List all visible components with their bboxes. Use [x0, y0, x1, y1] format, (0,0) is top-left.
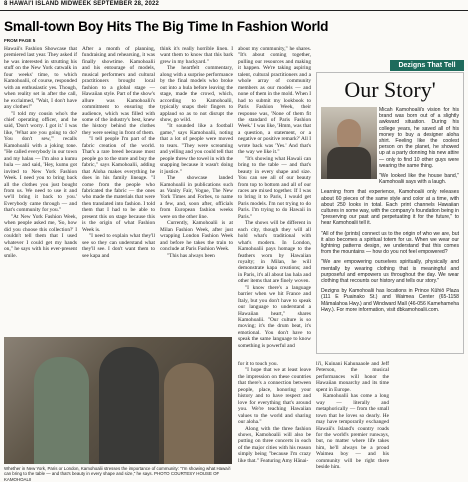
portrait-face — [337, 119, 361, 149]
photo-figure — [34, 357, 89, 464]
paragraph: for it to touch you. — [238, 361, 278, 367]
paragraph: about my community," he shares. "It's about coming together, pulling our resources and making it happen. We're taking aspiring talent, cultural practitioners and a whole array of community members as our models — and none of them in the mold. When I had to submit my lookbook to Paris Fashion Week, their response was, 'None of them fit the standard of Paris Fashion Week.' I was like, 'Hmm, was that a question, a statement, or a negative or positive remark?' All I wrote back was 'Yes.' And that's the way we like it." — [238, 46, 311, 156]
paragraph: Kamohoalii has come a long way — literally and metaphorically — from the small town that he loves so dearly. He may have temporarily exchanged Hawaii's Island's country roads for the world's premier runways, but, no matter where life takes him, he'll always be a proud Waimea boy — and his community will be right there beside him. — [316, 393, 389, 471]
photo-caption: Whether in New York, Paris or London, Kamohoalii stresses the importance of community: "I'm showing what Hawai'i can bring to the table — and that's beauty in every shape and size," he says. PHOTO COURTESY HOUSE OF KAMOHOALII — [4, 466, 231, 482]
article-bottom-column-2 — [316, 361, 389, 471]
header-rule — [0, 10, 468, 11]
sidebar-box — [316, 46, 464, 354]
sidebar-paragraph: "We looked like the house band," Kamohoalii says with a laugh. — [379, 173, 459, 186]
page-folio: 8 HAWAI'I ISLAND MIDWEEK SEPTEMBER 28, 2022 — [4, 1, 160, 7]
paragraph: "I told my cousin who's the chief operating officer, and he said, 'Don't worry. I got it.' I was like, 'What are you going to do? You don't sew,'" recalls Kamohoalii with a joking tone. "He called everybody in our town and my halau — I'm also a kumu hula — and said, 'Hey, kumu got invited to New York Fashion Week. I need you to bring back all the clothes you just bought from us. We need to use it and we'll bring it back to you.' Everybody came through — and that's community for you." — [4, 110, 77, 214]
paragraph: "It's showing what Hawaii can bring to the table — and that's beauty in every shape and size. You can see all of our beauty from top to bottom and all of our races are mixed together. If I was to bring it to Paris, I would get Paris models. I'm not trying to do Paris. I'm trying to do Hawaii in Paris." — [238, 155, 311, 220]
paragraph: "This has always been — [167, 252, 215, 259]
paragraph: "I know there's a language barrier when we hit France and Italy, but you don't have to speak our language to understand a Hawaiian heart," shares Kamohoalii. "Our culture is so moving; it's the drum beat, it's emotional. You don't have to speak the same language to know something is powerful and — [238, 284, 311, 349]
portrait-image — [321, 107, 377, 179]
paragraph: "At New York Fashion Week, when people asked me, 'So, how did you choose this collection?' I couldn't tell them that I used whatever I could get my hands on," he says with his ever-present smile. — [4, 213, 77, 259]
sidebar-title: Our Story' — [344, 77, 436, 102]
article-column-3 — [160, 46, 233, 259]
sidebar-paragraph: "We are empowering ourselves spiritually, physically and mentally by wearing clothing that is meaningful and purposeful and empowers us throughout the day. We wear clothing that recounts our history and tells our story." — [321, 259, 459, 285]
sidebar-text — [321, 107, 459, 317]
paragraph: Along with the three fashion shows, Kamohoalii will also be putting on three concerts in each of the major cities with his reason simply being "because I'm crazy like that." Featuring Amy Hānai- — [238, 425, 311, 464]
headline: Small-town Boy Hits The Big Time In Fashion World — [4, 19, 329, 34]
sidebar-body — [316, 72, 464, 354]
article-column-1 — [4, 46, 77, 259]
portrait-body — [327, 147, 371, 179]
paragraph: li'i, Kuinani Kahunaaole and Jeff Peterson, the musical performances will honor the Hawaiian monarchy and its time spent in Europe. — [316, 361, 389, 393]
paragraph: "I need to explain what they'll see so they can understand what they'll see. I don't want them to see kapa and — [82, 233, 155, 259]
byline: FROM PAGE 5 — [4, 38, 36, 43]
paragraph: The heartfelt commentary, along with a surprise performance by the final models who broke out into a hula before leaving the stage, made the crowd, which, according to Kamohoalii, typically snaps their fingers to applaud so as to not disrupt the show, go wild. — [160, 65, 234, 123]
paragraph: think it's really horrible linen. I want them to know that this bark grew in my backyard." — [160, 46, 233, 65]
paragraph: The showcase landed Kamohoalii in publications such as Vanity Fair, Vogue, The New York Times and Forbes, to name a few, and, soon after, officials from European fashion weeks were on the other line. — [160, 175, 233, 220]
paragraph: "I tell people I'm part of the fabric creation of the world. That's a rare breed because most people go to the store and buy the fabric," says Kamohoalii, adding that Aloha makes everything he does in his family lineage. "I come from the people who fabricated the fabric — the ones who made the materials that were then translated into fashion. I told them that I had to be able to present this on stage because this is the origin of what Fashion Week is. — [82, 136, 155, 233]
paragraph: The shows will be different in each city, though they will all hold what's traditional with what's modern. In London, Kamohoalii pays homage to the feathers worn by Hawaiian royalty; in Milan, he will demonstrate kapa creations; and in Paris, it's all about lau hala and other items that are finely woven. — [238, 220, 311, 285]
paragraph: Hawaii's Fashion Showcase that premiered last year. They asked if he was interested in strutting his stuff on the New York catwalk in four weeks' time, to which Kamohoalii, of course, responded with an enthusiastic yes. Though, when reality set in after the call, he exclaimed, "Wait, I don't have any clothes!" — [4, 46, 77, 111]
sidebar-paragraph: "All of the (prints) connect us to the origin of who we are, but it also becomes a spiritual totem for us. When we wear our lightning patterns design, we understand that this comes from the mountains — how do you not feel empowered? — [321, 230, 459, 256]
paragraph: "I hope that we at least leave the impression on these countries that there's a connection between people, place, honoring your history and to have respect and love for everything that's around you. We're teaching Hawaiian values to the world and sharing our aloha." — [238, 367, 311, 426]
article-column-4 — [238, 46, 311, 349]
sidebar-paragraph: Learning from that experience, Kamohoalii only releases about 60 pieces of the same style and color at a time, with about 250 looks in total. Each print channels Hawaiian cultures in some way, with the company's foundation being in "preserving our past and perpetuating it for the future," to hear Kamohoalii tell it. — [321, 189, 459, 227]
sidebar-paragraph: Micah Kamohoalii's vision for his brand was born out of a slightly awkward situation. During his college years, he saved all of his money to buy a designer aloha shirt. Feeling like the coolest person on the planet, he showed up at a party donning his new attire — only to find 10 other guys were wearing the same thing. — [379, 107, 459, 169]
sidebar-paragraph: Dezigns by Kamohoalii has locations in Prince Kūhiō Plaza (111 E Puainako St.) and Waimea Center (65-1158 Māmalahoa Hwy.) and Windward Mall (46-056 Kamehameha Hwy.). For more information, visit dbkamohoalii.com. — [321, 288, 459, 313]
photo-figure — [164, 363, 214, 464]
paragraph: "It sounded like a football game," says Kamohoalii, noting that a lot of people were moved to tears. "They were screaming and yelling and you could tell that people threw the towel in with the snapping because it wasn't doing it justice." — [160, 123, 234, 175]
article-column-2 — [82, 46, 155, 259]
article-photo — [4, 337, 232, 464]
paragraph: Currently, Kamohoalii is at Milan Fashion Week, after just wrapping London Fashion Week and before he takes the train to conclude at Paris Fashion Week. — [160, 220, 233, 253]
sidebar-tag: Dezigns That Tell — [390, 60, 464, 71]
portrait-photo — [321, 107, 379, 181]
article-bottom-column-1 — [238, 361, 311, 464]
paragraph-dropcap: After a month of planning, fundraising and rehearsing, it was finally showtime. Kamohoalii and his entourage of models, musical performers and cultural practitioners brought local fashion to a global stage — Hawaiian style. Part of the show's allure was Kamohoalii's commitment to ensuring the audience, which was filled with some of the industry's best, knew the history behind the clothes they were seeing in front of them. — [82, 46, 155, 136]
photo-figure — [99, 347, 159, 464]
